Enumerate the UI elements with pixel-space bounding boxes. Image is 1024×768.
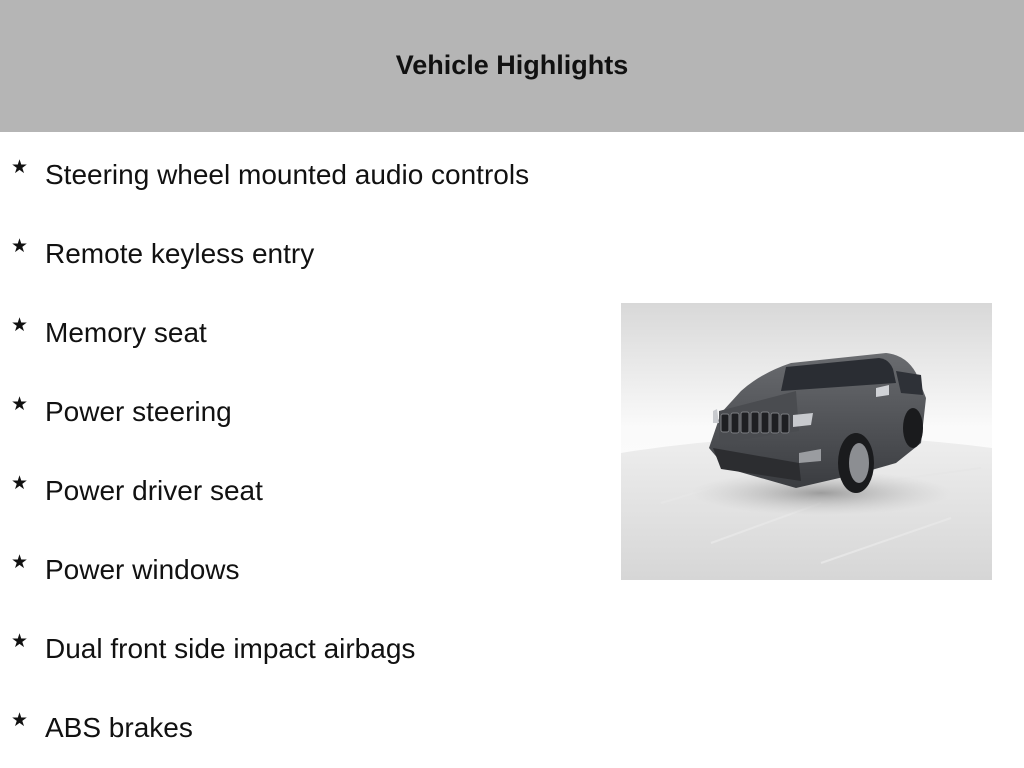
- highlight-label: Steering wheel mounted audio controls: [45, 159, 530, 190]
- highlight-label: Power driver seat: [45, 475, 263, 506]
- highlight-label: Memory seat: [45, 317, 207, 348]
- star-icon: ★: [11, 630, 29, 652]
- star-icon: ★: [11, 235, 29, 257]
- highlight-label: Remote keyless entry: [45, 238, 315, 269]
- highlight-label: Power steering: [45, 396, 232, 427]
- highlight-label: Power windows: [45, 554, 240, 585]
- star-icon: ★: [11, 709, 29, 731]
- highlight-label: Dual front side impact airbags: [45, 633, 416, 664]
- page-title: Vehicle Highlights: [395, 49, 629, 80]
- page-header: [0, 0, 1024, 132]
- star-icon: ★: [11, 314, 29, 336]
- star-icon: ★: [11, 393, 29, 415]
- star-icon: ★: [11, 156, 29, 178]
- highlight-label: ABS brakes: [45, 712, 193, 743]
- star-icon: ★: [11, 551, 29, 573]
- vehicle-photo: [621, 303, 992, 580]
- star-icon: ★: [11, 472, 29, 494]
